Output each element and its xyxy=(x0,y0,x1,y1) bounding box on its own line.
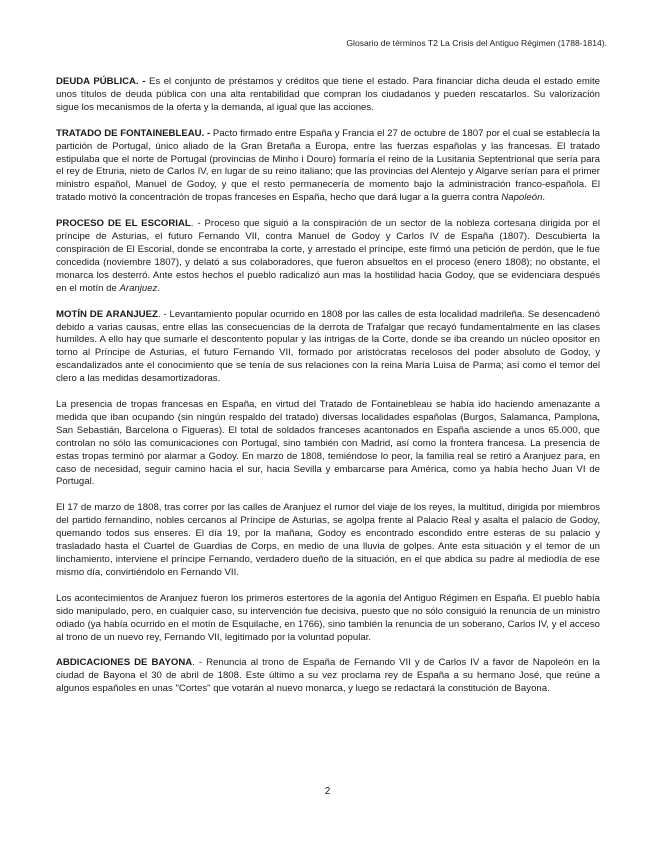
entry-definition: . - Proceso que siguió a la conspiración de un sector de la nobleza cortesana dirigida por el príncipe de Asturias, el futuro Fernando VII, contra Manuel de Godoy y Carlos IV de España (1807). Descubierta la conspiración de El Escorial, donde se encontraba la corte, y arrestado el príncipe, este firmó una petición de perdón, que le fue concedida (noviembre 1807), y delató a sus colaboradores, que fueron absueltos en el proceso (enero 1808); no obstante, el monarca los desterró. Ante estos hechos el pueblo radicalizó aun mas la hostilidad hacia Godoy, que se evidenciara después en el motín de xyxy=(56,218,600,294)
body-paragraph: La presencia de tropas francesas en España, en virtud del Tratado de Fontainebleau se había ido haciendo amenazante a medida que iban ocupando (sin ningún respaldo del tratado) diversas localidades españolas (Burgos, Salamanca, Pamplona, San Sebastián, Barcelona o Figueras). El total de soldados franceses acantonados en España asciende a unos 65.000, que controlan no sólo las comunicaciones con Portugal, sino también con Madrid, así como la frontera francesa. La presencia de estas tropas terminó por alarmar a Godoy. En marzo de 1808, temiéndose lo peor, la familia real se retiró a Aranjuez para, en caso de necesidad, seguir camino hacia el sur, hacia Sevilla y embarcarse para América, como ya había hecho Juan VI de Portugal. xyxy=(56,399,600,488)
body-paragraph: El 17 de marzo de 1808, tras correr por las calles de Aranjuez el rumor del viaje de los reyes, la multitud, dirigida por miembros del partido fernandino, nobles cercanos al Príncipe de Asturias, se agolpa frente al Palacio Real y asalta el palacio de Godoy, quemando todos sus enseres. El día 19, por la mañana, Godoy es encontrado escondido entre esteras de su palacio y trasladado hasta el Cuartel de Guardias de Corps, en medio de una lluvia de golpes. Ante esta situación y el temor de un linchamiento, interviene el príncipe Fernando, verdadero dueño de la situación, en el que abdica su padre al mediodía de ese mismo día, convirtiéndolo en Fernando VII. xyxy=(56,502,600,578)
entry-definition: Pacto firmado entre España y Francia el 27 de octubre de 1807 por el cual se establecía la partición de Portugal, único aliado de la Gran Bretaña a Europa, entre las fuerzas españolas y las francesas. El tratado estipulaba que el norte de Portugal (provincias de Minho i Douro) formaría el reino de la Lusitania Septentrional que sería para el rey de Etruria, nieto de Carlos IV, en lugar de su reino italiano; que las provincias del Alentejo y Algarve serían para el primer ministro español, Manuel de Godoy, y que el resto permanecería de momento bajo la administración franco-española. El tratado motivó la concentración de tropas franceses en España, hecho que dará lugar a la guerra contra xyxy=(56,127,601,204)
glossary-body xyxy=(56,76,600,709)
entry-definition: . - Renuncia al trono de España de Fernando VII y de Carlos IV a favor de Napoleón en la ciudad de Bayona el 30 de abril de 1808. Este último a su vez proclama rey de España a su hermano José, que reúne a algunos españoles en unas "Cortes" que votarán al nuevo monarca, y luego se redactará la constitución de Bayona. xyxy=(56,657,600,695)
entry-tail: . xyxy=(542,192,546,204)
entry-definition: . - Levantamiento popular ocurrido en 1808 por las calles de esta localidad madrileña. Se desencadenó debido a varias causas, entre ellas las consecuencias de la derrota de Trafalgar que recayó fundamentalmente en las clases humildes. A ello hay que sumarle el descontento popular y las intrigas de la Corte, donde se iba creando un núcleo opositor en torno al Príncipe de Asturias, el futuro Fernando VII, formado por aristócratas recelosos del poder absoluto de Godoy, y escandalizados ante el conocimiento que se tenía de sus relaciones con la reina María Luisa de Parma; así como el temor del clero a las medidas desamortizadoras. xyxy=(56,308,600,385)
entry-emphasis: Aranjuez xyxy=(119,282,158,294)
entry-emphasis: Napoleón xyxy=(501,192,543,204)
page-number: 2 xyxy=(324,786,331,797)
entry-definition: Es el conjunto de préstamos y créditos que tiene el estado. Para financiar dicha deuda el estado emite unos títulos de deuda pública con una alta rentabilidad que compran los ciudadanos y pueden rescatarlos. Su valorización sigue los mecanismos de la oferta y la demanda, al igual que las acciones. xyxy=(56,76,600,113)
entry-term: MOTÍN DE ARANJUEZ xyxy=(56,308,158,320)
glossary-entry-tratado-fontainebleau xyxy=(56,128,600,205)
glossary-entry-deuda-publica xyxy=(56,76,600,115)
entry-tail: . xyxy=(157,282,161,294)
entry-term: PROCESO DE EL ESCORIAL xyxy=(56,218,191,230)
entry-term: DEUDA PÚBLICA. - xyxy=(56,76,146,87)
running-header: Glosario de términos T2 La Crisis del Antiguo Régimen (1788-1814). xyxy=(346,38,607,48)
glossary-entry-motin-aranjuez xyxy=(56,309,600,386)
glossary-entry-abdicaciones-bayona xyxy=(56,657,600,696)
entry-term: ABDICACIONES DE BAYONA xyxy=(56,657,193,669)
glossary-entry-proceso-escorial xyxy=(56,218,600,295)
body-paragraph: Los acontecimientos de Aranjuez fueron los primeros estertores de la agonía del Antiguo Régimen en España. El pueblo había sido manipulado, pero, en cualquier caso, su intervención fue decisiva, puesto que no sólo consiguió la renuncia de un ministro odiado (ya había ocurrido en el motín de Esquilache, en 1766), sino también la renuncia de un soberano, Carlos IV, y el acceso al trono de un nuevo rey, Fernando VII, legitimado por la voluntad popular. xyxy=(56,592,600,643)
entry-term: TRATADO DE FONTAINEBLEAU. - xyxy=(56,127,211,139)
